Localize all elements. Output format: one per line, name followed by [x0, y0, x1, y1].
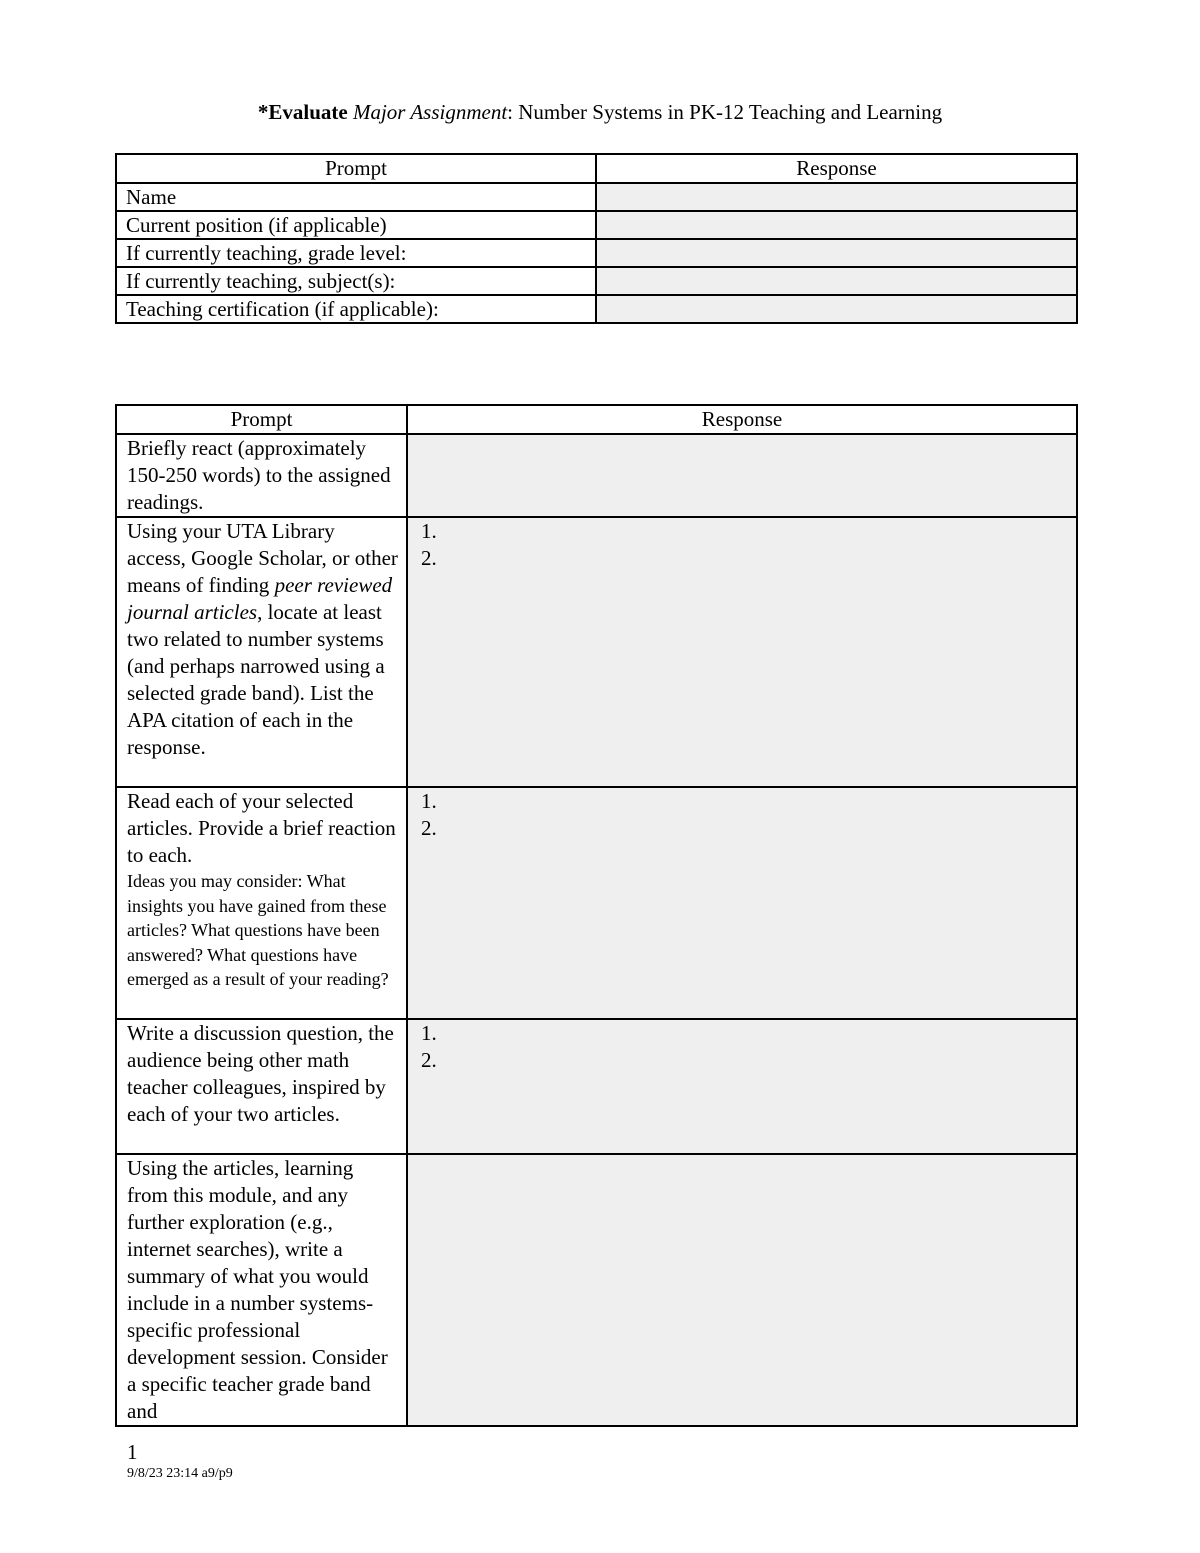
assignment-table: [115, 404, 1078, 1427]
table-row: [116, 1019, 1077, 1154]
table-row: [116, 295, 1077, 323]
header-response: Response: [407, 405, 1077, 434]
response-field-subjects[interactable]: [596, 267, 1077, 295]
response-field-grade-level[interactable]: [596, 239, 1077, 267]
table-row: [116, 239, 1077, 267]
response-field-discussion-question[interactable]: [407, 1019, 1077, 1154]
list-item-number: 1.: [421, 789, 437, 813]
prompt-subjects: If currently teaching, subject(s):: [116, 267, 596, 295]
list-item-number: 2.: [421, 1048, 437, 1072]
prompt-text: , locate at least two related to number systems (and perhaps narrowed using a selected grade band). List the APA citation of each in the response.: [127, 600, 385, 759]
prompt-react-readings: Briefly react (approximately 150-250 words) to the assigned readings.: [116, 434, 407, 517]
prompt-current-position: Current position (if applicable): [116, 211, 596, 239]
prompt-text: Read each of your selected articles. Provide a brief reaction to each.: [127, 789, 396, 867]
prompt-text: Using your UTA Library access, Google Scholar, or other means of finding: [127, 519, 398, 597]
table-row: [116, 1154, 1077, 1426]
response-field-current-position[interactable]: [596, 211, 1077, 239]
prompt-locate-articles: [116, 517, 407, 787]
list-item-number: 1.: [421, 519, 437, 543]
response-field-react-articles[interactable]: [407, 787, 1077, 1019]
prompt-discussion-question: Write a discussion question, the audience being other math teacher colleagues, inspired by each of your two articles.: [116, 1019, 407, 1154]
prompt-emphasis: peer reviewed journal articles: [127, 573, 393, 624]
table-row: [116, 787, 1077, 1019]
response-field-pd-summary[interactable]: [407, 1154, 1077, 1426]
document-title: [0, 100, 1200, 125]
list-item-number: 2.: [421, 546, 437, 570]
header-prompt: Prompt: [116, 154, 596, 183]
footer-timestamp: 9/8/23 23:14 a9/p9: [127, 1466, 233, 1481]
response-field-react-readings[interactable]: [407, 434, 1077, 517]
title-italic: Major Assignment: [352, 100, 508, 124]
title-rest: : Number Systems in PK-12 Teaching and Learning: [507, 100, 943, 124]
prompt-ideas: Ideas you may consider: What insights you have gained from these articles? What questions have been answered? What questions have emerged as a result of your reading?: [127, 871, 389, 989]
list-item-number: 1.: [421, 1021, 437, 1045]
page-number: 1: [127, 1440, 138, 1464]
table-row: [116, 434, 1077, 517]
response-field-certification[interactable]: [596, 295, 1077, 323]
prompt-name: Name: [116, 183, 596, 211]
table-row: [116, 267, 1077, 295]
table-row: [116, 183, 1077, 211]
header-prompt: Prompt: [116, 405, 407, 434]
list-item-number: 2.: [421, 816, 437, 840]
title-bold: *Evaluate: [257, 100, 348, 124]
prompt-react-articles: [116, 787, 407, 1019]
table-row: [116, 211, 1077, 239]
prompt-certification: Teaching certification (if applicable):: [116, 295, 596, 323]
info-table: [115, 153, 1078, 324]
header-response: Response: [596, 154, 1077, 183]
prompt-pd-summary: Using the articles, learning from this module, and any further exploration (e.g., internet searches), write a summary of what you would include in a number systems-specific professional development session. Consider a specific teacher grade band and: [116, 1154, 407, 1426]
response-field-name[interactable]: [596, 183, 1077, 211]
table-row: [116, 517, 1077, 787]
response-field-locate-articles[interactable]: [407, 517, 1077, 787]
info-table-header: [116, 154, 1077, 183]
assignment-table-header: [116, 405, 1077, 434]
prompt-grade-level: If currently teaching, grade level:: [116, 239, 596, 267]
